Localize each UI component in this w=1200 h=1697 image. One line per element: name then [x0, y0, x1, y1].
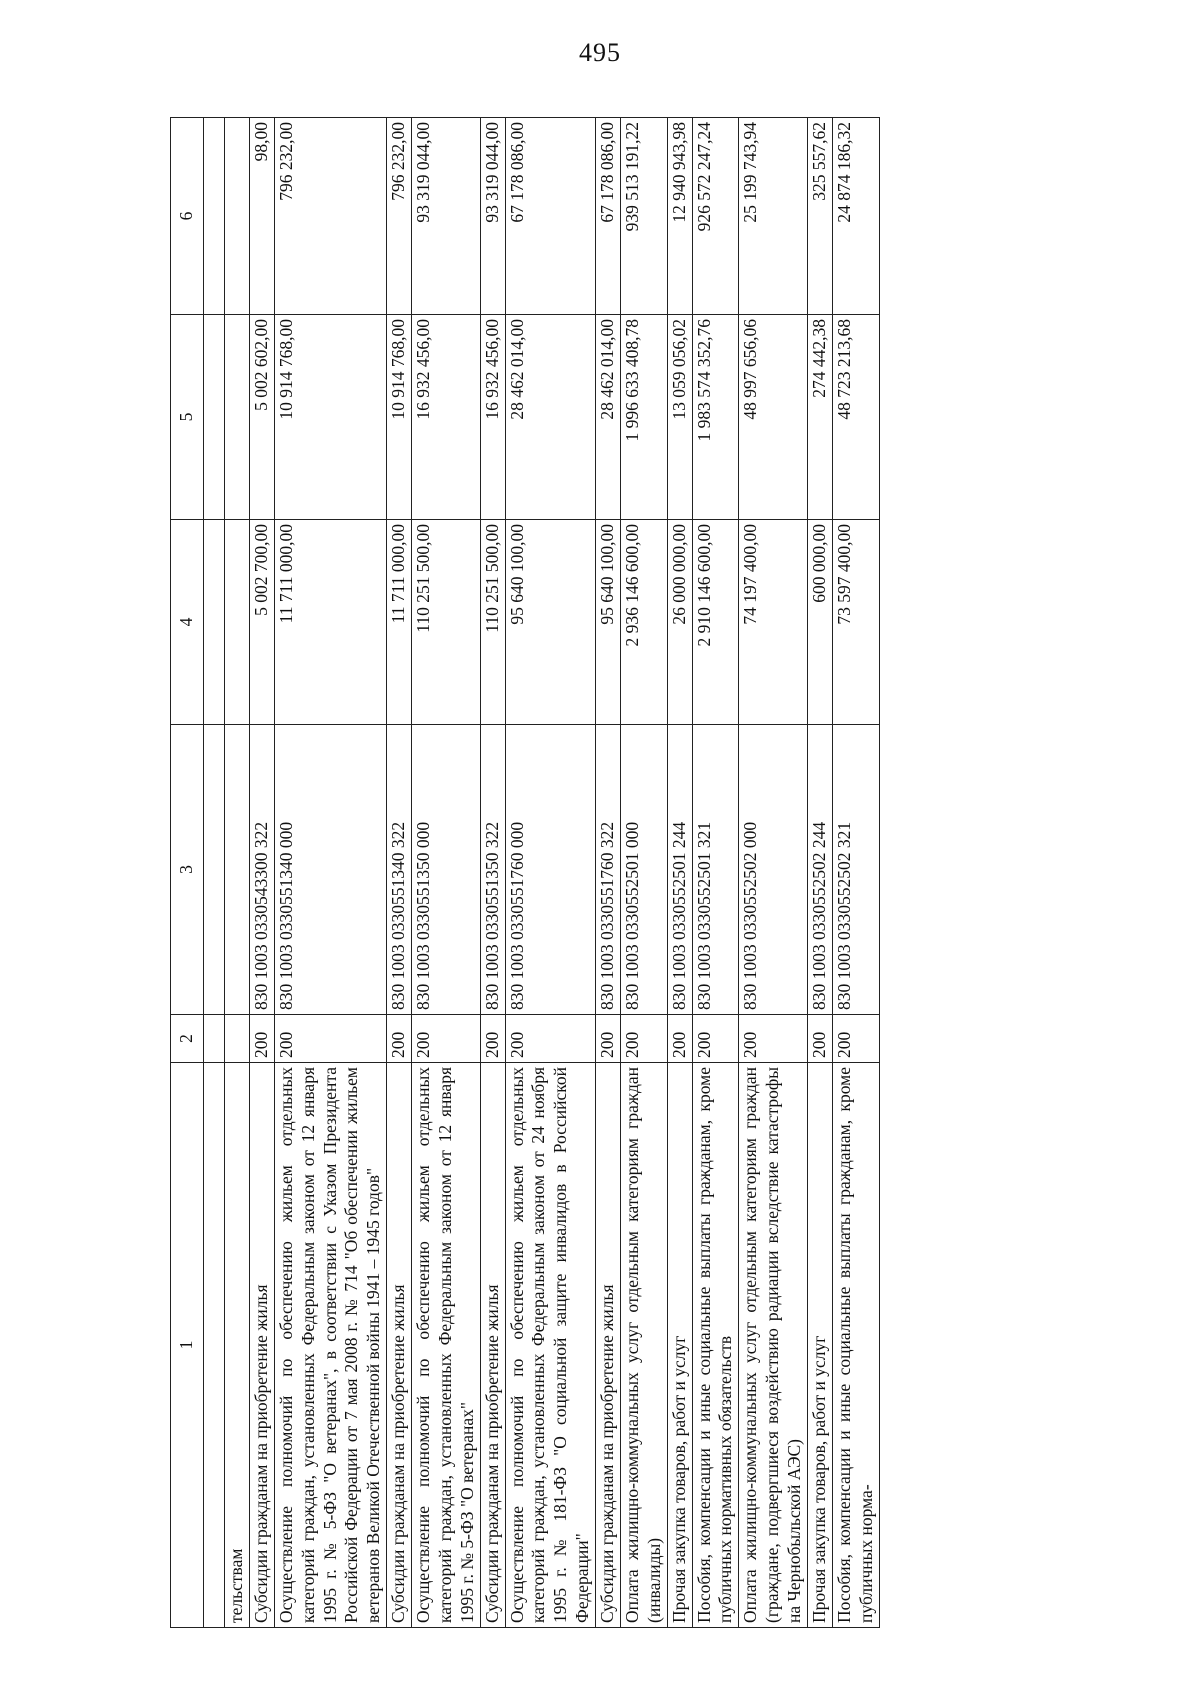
row-unexecuted-amount: 796 232,00: [387, 118, 412, 315]
budget-execution-table: [170, 117, 880, 1628]
row-executed-amount: 274 442,38: [807, 315, 832, 520]
row-executed-amount: 1 996 633 408,78: [620, 315, 667, 520]
row-executed-amount: 10 914 768,00: [387, 315, 412, 520]
table-row: [480, 118, 505, 1628]
table-row: [692, 118, 739, 1628]
row-unexecuted-amount: 67 178 086,00: [596, 118, 621, 315]
row-unexecuted-amount: 926 572 247,24: [692, 118, 739, 315]
table-row: [274, 118, 386, 1628]
row-unexecuted-amount: 93 319 044,00: [480, 118, 505, 315]
table-row: [225, 118, 250, 1628]
row-budget-code: 830 1003 0330552501 244: [667, 725, 692, 1015]
row-description: Оплата жилищно-коммунальных услуг отдельным категориям граждан (граждане, подвергшиеся воздействию радиации вследствие катастрофы на Чернобыльской АЭС): [739, 1063, 808, 1628]
row-description: Субсидии гражданам на приобретение жилья: [387, 1063, 412, 1628]
row-line-code: 200: [274, 1015, 386, 1063]
row-approved-amount: 110 251 500,00: [480, 520, 505, 725]
row-budget-code: 830 1003 0330552502 000: [739, 725, 808, 1015]
row-description: Прочая закупка товаров, работ и услуг: [807, 1063, 832, 1628]
row-description: Оплата жилищно-коммунальных услуг отдельным категориям граждан (инвалиды): [620, 1063, 667, 1628]
row-executed-amount: 5 002 602,00: [249, 315, 274, 520]
header-col-3: 3: [171, 725, 204, 1015]
row-line-code: 200: [832, 1015, 879, 1063]
row-description: Прочая закупка товаров, работ и услуг: [667, 1063, 692, 1628]
row-budget-code: 830 1003 0330543300 322: [249, 725, 274, 1015]
header-col-6: 6: [171, 118, 204, 315]
row-line-code: 200: [387, 1015, 412, 1063]
row-unexecuted-amount: 24 874 186,32: [832, 118, 879, 315]
row-budget-code: 830 1003 0330551760 322: [596, 725, 621, 1015]
row-executed-amount: 1 983 574 352,76: [692, 315, 739, 520]
row-line-code: 200: [412, 1015, 481, 1063]
row-description: Осуществление полномочий по обеспечению жильем отдельных категорий граждан, установленных Федеральным законом от 24 ноября 1995 г. № 181-ФЗ "О социальной защите инвалидов в Российской Федерации": [505, 1063, 596, 1628]
row-budget-code: 830 1003 0330551340 000: [274, 725, 386, 1015]
table-spacer-row: [204, 118, 225, 1628]
row-line-code: 200: [807, 1015, 832, 1063]
row-approved-amount: 26 000 000,00: [667, 520, 692, 725]
row-budget-code: 830 1003 0330551340 322: [387, 725, 412, 1015]
table-row: [596, 118, 621, 1628]
row-line-code: [225, 1015, 250, 1063]
row-budget-code: 830 1003 0330552501 321: [692, 725, 739, 1015]
row-budget-code: 830 1003 0330552502 244: [807, 725, 832, 1015]
row-unexecuted-amount: [225, 118, 250, 315]
row-unexecuted-amount: 12 940 943,98: [667, 118, 692, 315]
header-col-4: 4: [171, 520, 204, 725]
row-approved-amount: 600 000,00: [807, 520, 832, 725]
row-description: Пособия, компенсации и иные социальные выплаты гражданам, кроме публичных норма-: [832, 1063, 879, 1628]
row-description: Субсидии гражданам на приобретение жилья: [596, 1063, 621, 1628]
row-description: Осуществление полномочий по обеспечению жильем отдельных категорий граждан, установленных Федеральным законом от 12 января 1995 г. № 5-ФЗ "О ветеранах", в соответствии с Указом Президента Российской Федерации от 7 мая 2008 г. № 714 "Об обеспечении жильем ветеранов Великой Отечественной войны 1941 – 1945 годов": [274, 1063, 386, 1628]
row-line-code: 200: [505, 1015, 596, 1063]
row-executed-amount: 48 723 213,68: [832, 315, 879, 520]
row-line-code: 200: [480, 1015, 505, 1063]
row-unexecuted-amount: 25 199 743,94: [739, 118, 808, 315]
row-unexecuted-amount: 325 557,62: [807, 118, 832, 315]
row-unexecuted-amount: 939 513 191,22: [620, 118, 667, 315]
table-row: [739, 118, 808, 1628]
row-approved-amount: 110 251 500,00: [412, 520, 481, 725]
row-budget-code: 830 1003 0330552501 000: [620, 725, 667, 1015]
row-description: Осуществление полномочий по обеспечению жильем отдельных категорий граждан, установленных Федеральным законом от 12 января 1995 г. № 5-ФЗ "О ветеранах": [412, 1063, 481, 1628]
row-budget-code: [225, 725, 250, 1015]
row-description: Субсидии гражданам на приобретение жилья: [249, 1063, 274, 1628]
table-header-row: [171, 118, 204, 1628]
row-budget-code: 830 1003 0330551760 000: [505, 725, 596, 1015]
row-approved-amount: 2 936 146 600,00: [620, 520, 667, 725]
table-row: [505, 118, 596, 1628]
row-description: тельствам: [225, 1063, 250, 1628]
row-executed-amount: 16 932 456,00: [480, 315, 505, 520]
row-approved-amount: 5 002 700,00: [249, 520, 274, 725]
table-row: [832, 118, 879, 1628]
row-unexecuted-amount: 93 319 044,00: [412, 118, 481, 315]
table-row: [620, 118, 667, 1628]
row-line-code: 200: [739, 1015, 808, 1063]
row-unexecuted-amount: 67 178 086,00: [505, 118, 596, 315]
table-row: [387, 118, 412, 1628]
header-col-2: 2: [171, 1015, 204, 1063]
row-budget-code: 830 1003 0330551350 000: [412, 725, 481, 1015]
row-budget-code: 830 1003 0330552502 321: [832, 725, 879, 1015]
table-row: [249, 118, 274, 1628]
row-executed-amount: 16 932 456,00: [412, 315, 481, 520]
row-description: Пособия, компенсации и иные социальные выплаты гражданам, кроме публичных нормативных обязательств: [692, 1063, 739, 1628]
header-col-5: 5: [171, 315, 204, 520]
page-number: 495: [579, 38, 621, 67]
header-col-1: 1: [171, 1063, 204, 1628]
row-unexecuted-amount: 98,00: [249, 118, 274, 315]
row-executed-amount: 48 997 656,06: [739, 315, 808, 520]
row-approved-amount: 74 197 400,00: [739, 520, 808, 725]
row-line-code: 200: [620, 1015, 667, 1063]
row-approved-amount: 95 640 100,00: [505, 520, 596, 725]
row-executed-amount: 10 914 768,00: [274, 315, 386, 520]
row-line-code: 200: [667, 1015, 692, 1063]
row-approved-amount: [225, 520, 250, 725]
row-approved-amount: 95 640 100,00: [596, 520, 621, 725]
table-row: [667, 118, 692, 1628]
budget-table-rotated: [170, 118, 1080, 1628]
row-approved-amount: 11 711 000,00: [274, 520, 386, 725]
row-unexecuted-amount: 796 232,00: [274, 118, 386, 315]
table-row: [807, 118, 832, 1628]
row-description: Субсидии гражданам на приобретение жилья: [480, 1063, 505, 1628]
row-executed-amount: [225, 315, 250, 520]
row-executed-amount: 28 462 014,00: [505, 315, 596, 520]
row-approved-amount: 11 711 000,00: [387, 520, 412, 725]
row-budget-code: 830 1003 0330551350 322: [480, 725, 505, 1015]
table-row: [412, 118, 481, 1628]
row-approved-amount: 2 910 146 600,00: [692, 520, 739, 725]
row-line-code: 200: [596, 1015, 621, 1063]
row-line-code: 200: [692, 1015, 739, 1063]
row-approved-amount: 73 597 400,00: [832, 520, 879, 725]
row-executed-amount: 28 462 014,00: [596, 315, 621, 520]
row-executed-amount: 13 059 056,02: [667, 315, 692, 520]
row-line-code: 200: [249, 1015, 274, 1063]
